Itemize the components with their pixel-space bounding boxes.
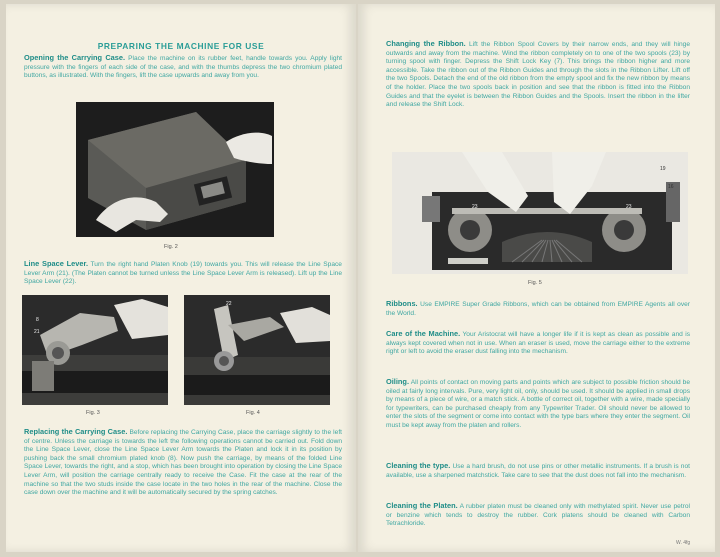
care-heading: Care of the Machine. xyxy=(386,329,461,338)
ribbons-heading: Ribbons. xyxy=(386,299,418,308)
line-space-lever-section xyxy=(24,260,342,287)
changing-ribbon-text: Lift the Ribbon Spool Covers by their narrow ends, and they will hinge outwards and away from the machine. Wind the ribbon completely on to one of the two spools (23) by turning spool with finger. Depress the Shift Lock Key (7). This brings the ribbon higher and more accessible. Take the ribbon out of the Ribbon Guides and through the slots in the Ribbon Lifter. Lift off the two Spools. Detach the end of the old ribbon from the empty spool and fix the new ribbon by means of the holder. Place the two spools back in position and see that the ribbon is fitted into the Ribbon Guides and that the eyelet is between the Ribbon Guides and the Spools. Insert the ribbon in the lifter and release the Shift Lock. xyxy=(386,41,690,109)
changing-ribbon-heading: Changing the Ribbon. xyxy=(386,39,466,48)
page-number: W. 4fg xyxy=(676,540,691,546)
fig4-photo xyxy=(184,295,330,405)
cleaning-platen-text: A rubber platen must be cleaned only with methylated spirit. Never use petrol or benzine which tends to destroy the rubber. Cork platens should be cleaned with Carbon Tetrachloride. xyxy=(386,503,691,528)
fig5-label-23-left: 23 xyxy=(472,204,478,210)
fig2-photo xyxy=(76,102,274,237)
replacing-case-text: Before replacing the Carrying Case, place the carriage slightly to the left of centre. Unless the carriage is towards the left the following operations cannot be carried out. Fold down the Line Space Lever, close the Line Space Lever Arm towards the Platen and lock it in its position by pushing back the small chromium plated knob (8). Now push the carriage, by means of the folded Line Space Lever, towards the right, and a stop, which has been brought into operation by closing the Line Space Lever Arm, will position the carriage centrally ready to receive the Case. Fit the case at the rear of the machine so that the two studs inside the case locate in the two holes in the rear of the machine. Close the case down over the machine and it will be automatically secured by the spring catches. xyxy=(24,429,342,497)
ribbons-text: Use EMPIRE Super Grade Ribbons, which can be obtained from EMPIRE Agents all over the World. xyxy=(386,301,690,317)
line-space-lever-text: Turn the right hand Platen Knob (19) towards you. This will release the Line Space Lever Arm (21). (The Platen cannot be turned unless the Line Space Lever Arm is released). Lift up the Line Space Lever (22). xyxy=(24,261,342,286)
opening-case-heading: Opening the Carrying Case. xyxy=(24,53,126,62)
ribbons-section xyxy=(386,300,690,318)
cleaning-type-text: Use a hard brush, do not use pins or other metallic instruments. If a brush is not available, use a sharpened matchstick. Take care to see that the dust does not fall into the mechanism. xyxy=(386,463,690,479)
fig4-illustration xyxy=(184,295,330,405)
fig4-caption: Fig. 4 xyxy=(246,410,260,416)
page-title: PREPARING THE MACHINE FOR USE xyxy=(97,41,265,51)
replacing-case-heading: Replacing the Carrying Case. xyxy=(24,427,128,436)
opening-case-text: Place the machine on its rubber feet, handle towards you. Apply light pressure with the fingers of each side of the case, and with the thumbs depress the two chromium plated buttons, as illustrated. With the fingers, lift the case upwards and away from you. xyxy=(24,55,342,80)
fig4-label-22: 22 xyxy=(226,301,232,307)
left-page xyxy=(6,4,356,552)
fig3-illustration xyxy=(22,295,168,405)
fig3-label-8: 8 xyxy=(36,317,39,323)
opening-case-section xyxy=(24,54,342,81)
cleaning-platen-section xyxy=(386,502,690,529)
replacing-case-section xyxy=(24,428,342,498)
fig5-illustration xyxy=(392,152,688,274)
cleaning-type-heading: Cleaning the type. xyxy=(386,461,451,470)
cleaning-type-section xyxy=(386,462,690,480)
fig2-caption: Fig. 2 xyxy=(164,244,178,250)
fig5-photo xyxy=(392,152,688,274)
right-page xyxy=(358,4,715,552)
oiling-section xyxy=(386,378,690,431)
oiling-heading: Oiling. xyxy=(386,377,409,386)
cleaning-platen-heading: Cleaning the Platen. xyxy=(386,501,458,510)
fig3-photo xyxy=(22,295,168,405)
fig3-caption: Fig. 3 xyxy=(86,410,100,416)
fig5-label-19: 19 xyxy=(660,166,666,172)
oiling-text: All points of contact on moving parts and points which are subject to possible friction should be oiled at fairly long intervals. Pure, very light oil, only, should be used. It should be applied in small drops by means of a piece of wire, or a match stick. A bottle of correct oil, together with a wire, made specially for typewriters, can be purchased cheaply from any Typewriter Trader. Oil should never be allowed to enter the slots of the segment or come into contact with the type bars where they enter the segment. Oil must be kept away from the platen and rollers. xyxy=(386,379,691,429)
fig3-label-21: 21 xyxy=(34,329,40,335)
line-space-lever-heading: Line Space Lever. xyxy=(24,259,89,268)
care-text: Your Aristocrat will have a longer life if it is kept as clean as possible and is always kept covered when not in use. When an eraser is used, move the carriage either to the extreme right or left to avoid the eraser dust falling into the mechanism. xyxy=(386,331,691,356)
fig2-illustration xyxy=(76,102,274,237)
care-section xyxy=(386,330,690,357)
fig5-label-16: 16 xyxy=(668,184,674,190)
changing-ribbon-section xyxy=(386,40,690,110)
fig5-label-23-right: 23 xyxy=(626,204,632,210)
fig5-caption: Fig. 5 xyxy=(528,280,542,286)
